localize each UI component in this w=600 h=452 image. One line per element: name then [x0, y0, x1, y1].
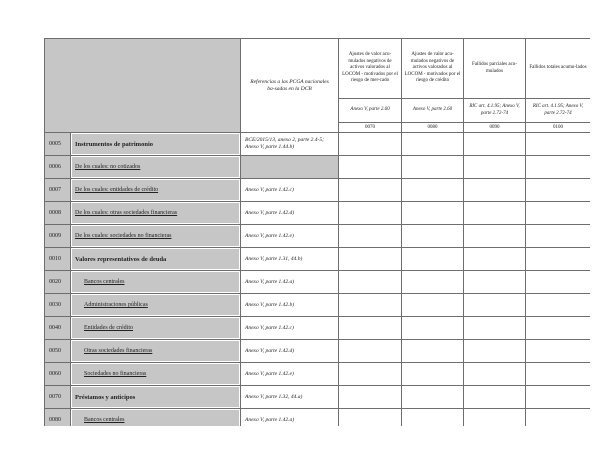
data-cell-0100[interactable] [526, 294, 591, 317]
row-label [71, 225, 241, 248]
row-code [45, 248, 71, 271]
column-header-0070: Ajustes de valor acu-mulados negativos de activos valorados al LOCOM - motivados por el riesgo de mer-cado [339, 39, 402, 99]
table-row [45, 248, 591, 271]
data-cell-0100[interactable] [526, 248, 591, 271]
column-ref-0090: RIC art. 4.1.95; Anexo V, parte 2.72-74 [464, 99, 526, 123]
row-reference [241, 156, 339, 179]
row-label-text: Entidades de crédito [84, 325, 133, 331]
row-reference [241, 409, 339, 427]
column-code-0070: 0070 [339, 123, 402, 133]
row-code-text: 0010 [49, 256, 61, 262]
data-cell-0100[interactable] [526, 225, 591, 248]
data-cell-0100[interactable] [526, 409, 591, 427]
row-label [71, 248, 241, 271]
data-cell-0090[interactable] [464, 179, 526, 202]
data-cell-0100[interactable] [526, 317, 591, 340]
row-label [71, 133, 241, 156]
table-row [45, 133, 591, 156]
row-code-text: 0050 [49, 348, 61, 354]
row-reference [241, 363, 339, 386]
row-reference-text: Anexo V, parte 1.42.d) [245, 209, 295, 216]
row-code [45, 179, 71, 202]
data-cell-0100[interactable] [526, 156, 591, 179]
row-label [71, 294, 241, 317]
row-code [45, 386, 71, 409]
row-code [45, 363, 71, 386]
row-label-text: Otras sociedades financieras [84, 348, 153, 354]
ref-column-header: Referencias a las PCGA nacionales ba-sadas en la DCB [241, 39, 339, 133]
row-code [45, 294, 71, 317]
data-cell-0100[interactable] [526, 202, 591, 225]
table-row [45, 386, 591, 409]
table-row [45, 202, 591, 225]
row-reference [241, 386, 339, 409]
row-reference [241, 271, 339, 294]
row-code-text: 0020 [49, 279, 61, 285]
data-cell-0090[interactable] [464, 156, 526, 179]
row-reference [241, 179, 339, 202]
table-row [45, 340, 591, 363]
row-label-text: Administraciones públicas [84, 302, 148, 308]
row-label [71, 317, 241, 340]
data-cell-0070[interactable] [339, 386, 402, 409]
data-cell-0070[interactable] [339, 225, 402, 248]
data-cell-0090[interactable] [464, 294, 526, 317]
column-ref-0100: RIC art. 4.1.95; Anexo V, parte 2.72-74 [526, 99, 591, 123]
row-code [45, 271, 71, 294]
table-row [45, 294, 591, 317]
data-cell-0080[interactable] [402, 248, 464, 271]
row-reference-text: Anexo V, parte 1.42.e) [245, 232, 294, 239]
data-cell-0090[interactable] [464, 386, 526, 409]
row-code [45, 156, 71, 179]
row-label-text: Préstamos y anticipos [75, 393, 136, 401]
row-code-text: 0005 [49, 141, 61, 147]
row-code-text: 0060 [49, 371, 61, 377]
data-cell-0080[interactable] [402, 156, 464, 179]
row-label [71, 409, 241, 427]
row-reference-text: Anexo V, parte 1.42.a) [245, 416, 295, 423]
data-cell-0100[interactable] [526, 271, 591, 294]
data-cell-0080[interactable] [402, 386, 464, 409]
data-cell-0070[interactable] [339, 340, 402, 363]
row-reference-text: Anexo V, parte 1.42.c) [245, 324, 294, 331]
row-code-text: 0080 [49, 417, 61, 423]
row-reference-text: Anexo V, parte 1.31, 44.b) [245, 255, 303, 262]
row-label [71, 363, 241, 386]
row-label-text: Bancos centrales [84, 279, 125, 285]
data-cell-0070[interactable] [339, 363, 402, 386]
column-header-0090: Fallidos parciales acu-mulados [464, 39, 526, 99]
row-reference [241, 225, 339, 248]
row-code [45, 317, 71, 340]
table-row [45, 271, 591, 294]
row-reference-text: Anexo V, parte 1.42.d) [245, 347, 295, 354]
data-cell-0100[interactable] [526, 133, 591, 156]
row-code [45, 202, 71, 225]
table-row [45, 179, 591, 202]
row-code-text: 0009 [49, 233, 61, 239]
data-cell-0070[interactable] [339, 202, 402, 225]
data-cell-0080[interactable] [402, 340, 464, 363]
table-row [45, 156, 591, 179]
data-cell-0090[interactable] [464, 340, 526, 363]
row-label [71, 179, 241, 202]
row-reference-text: Anexo V, parte 1.42.a) [245, 278, 295, 285]
data-cell-0090[interactable] [464, 317, 526, 340]
data-cell-0080[interactable] [402, 133, 464, 156]
data-cell-0080[interactable] [402, 317, 464, 340]
row-reference [241, 340, 339, 363]
row-code-text: 0070 [49, 394, 61, 400]
regulatory-table [44, 38, 590, 426]
data-cell-0070[interactable] [339, 409, 402, 427]
column-ref-0080: Anexo V, parte 2.60 [402, 99, 464, 123]
row-reference [241, 202, 339, 225]
data-cell-0100[interactable] [526, 179, 591, 202]
data-cell-0080[interactable] [402, 271, 464, 294]
row-code [45, 133, 71, 156]
data-cell-0080[interactable] [402, 363, 464, 386]
data-cell-0070[interactable] [339, 179, 402, 202]
column-code-0100: 0100 [526, 123, 591, 133]
data-cell-0090[interactable] [464, 202, 526, 225]
data-cell-0080[interactable] [402, 202, 464, 225]
table-row [45, 317, 591, 340]
row-label [71, 202, 241, 225]
data-cell-0080[interactable] [402, 409, 464, 427]
table-row [45, 363, 591, 386]
row-reference-text: Anexo V, parte 1.42.e) [245, 370, 294, 377]
column-code-0090: 0090 [464, 123, 526, 133]
table-row [45, 409, 591, 427]
column-header-0100: Fallidos totales acumu-lados [526, 39, 591, 99]
row-reference [241, 248, 339, 271]
data-cell-0070[interactable] [339, 271, 402, 294]
data-cell-0090[interactable] [464, 409, 526, 427]
row-label [71, 340, 241, 363]
row-label-text: De los cuales: sociedades no financieras [75, 233, 172, 239]
row-label [71, 386, 241, 409]
data-cell-0090[interactable] [464, 225, 526, 248]
row-label-text: De los cuales: otras sociedades financieras [75, 210, 178, 216]
data-cell-0090[interactable] [464, 248, 526, 271]
data-cell-0070[interactable] [339, 248, 402, 271]
row-label-text: Valores representativos de deuda [75, 255, 167, 263]
data-cell-0100[interactable] [526, 340, 591, 363]
data-cell-0090[interactable] [464, 133, 526, 156]
data-cell-0090[interactable] [464, 363, 526, 386]
row-code-text: 0030 [49, 302, 61, 308]
row-code-text: 0006 [49, 164, 61, 170]
row-label-text: Instrumentos de patrimonio [75, 140, 154, 148]
row-code [45, 340, 71, 363]
data-cell-0090[interactable] [464, 271, 526, 294]
table-row [45, 225, 591, 248]
row-reference-text: Anexo V, parte 1.42.b) [245, 301, 295, 308]
data-cell-0100[interactable] [526, 363, 591, 386]
row-label-text: De los cuales: no cotizados [75, 164, 141, 170]
column-code-0080: 0080 [402, 123, 464, 133]
row-reference-text: Anexo V, parte 1.42.c) [245, 186, 294, 193]
row-reference [241, 133, 339, 156]
row-reference [241, 294, 339, 317]
row-code [45, 225, 71, 248]
row-label-text: Sociedades no financieras [84, 371, 147, 377]
data-cell-0100[interactable] [526, 386, 591, 409]
row-label [71, 271, 241, 294]
data-cell-0070[interactable] [339, 133, 402, 156]
row-label [71, 156, 241, 179]
row-code-text: 0008 [49, 210, 61, 216]
column-header-0080: Ajustes de valor acu-mulados negativos de activos valorados al LOCOM - motivados por el riesgo de crédito [402, 39, 464, 99]
column-ref-0070: Anexo V, parte 2.60 [339, 99, 402, 123]
row-code [45, 409, 71, 427]
row-reference-text: BCE/2015/13, anexo 2, parte 2.4-5; Anexo V, parte 1.44.b) [245, 137, 324, 150]
row-code-text: 0040 [49, 325, 61, 331]
data-cell-0080[interactable] [402, 225, 464, 248]
data-cell-0070[interactable] [339, 317, 402, 340]
row-reference-text: Anexo V, parte 1.32, 44.a) [245, 393, 303, 400]
row-label-text: Bancos centrales [84, 417, 125, 423]
row-label-text: De los cuales: entidades de crédito [75, 187, 159, 193]
data-cell-0080[interactable] [402, 294, 464, 317]
row-code-text: 0007 [49, 187, 61, 193]
data-cell-0070[interactable] [339, 294, 402, 317]
data-cell-0080[interactable] [402, 179, 464, 202]
header-corner [45, 39, 241, 133]
table-body [45, 133, 591, 427]
data-cell-0070[interactable] [339, 156, 402, 179]
row-reference [241, 317, 339, 340]
